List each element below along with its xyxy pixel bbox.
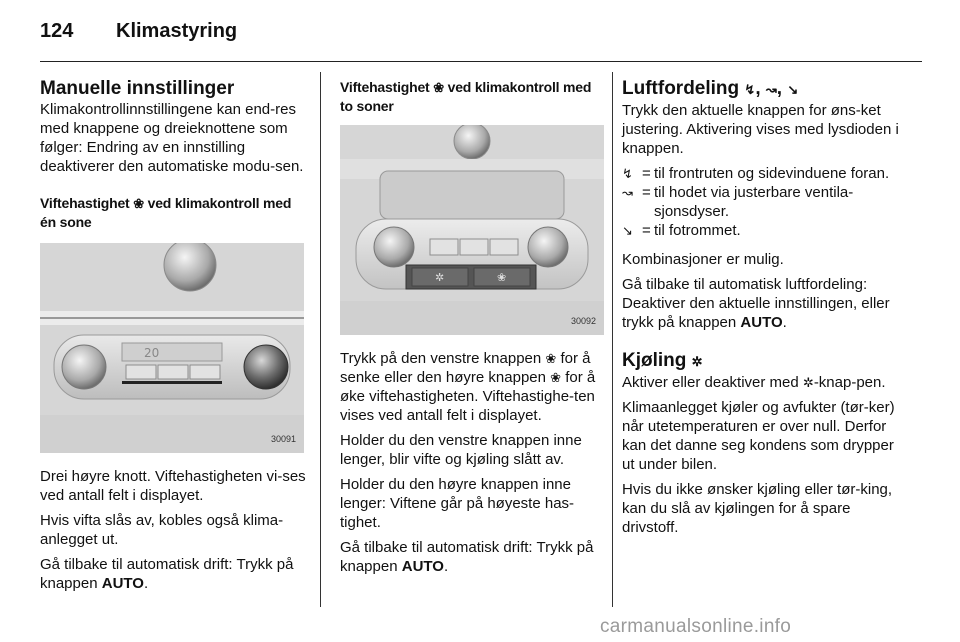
list-item: ↘ = til fotrommet. xyxy=(622,222,741,239)
return-auto-distribution: Gå tilbake til automatisk luftfordeling: Deaktiver den aktuelle innstillingen, eller trykk på knappen AUTO. xyxy=(622,276,890,331)
svg-text:❀: ❀ xyxy=(497,271,507,284)
fan-icon: ❀ xyxy=(433,80,444,95)
list-item: ↯ = til frontruten og sidevinduene foran. xyxy=(622,165,890,182)
fan-speed-single-zone-heading: Viftehastighet ❀ ved klimakontroll med én sone xyxy=(40,195,292,230)
svg-text:✲: ✲ xyxy=(435,271,445,284)
return-auto-text: Gå tilbake til automatisk drift: Trykk på knappen AUTO. xyxy=(340,539,594,575)
foot-airflow-icon: ↘ xyxy=(787,82,799,97)
column-air-distribution xyxy=(622,78,904,543)
return-auto-text: Gå tilbake til automatisk drift: Trykk på knappen AUTO. xyxy=(40,556,294,592)
combinations-note: Kombinasjoner er mulig. xyxy=(622,251,784,268)
auto-button-label: AUTO xyxy=(101,575,144,592)
head-airflow-icon: ↝ xyxy=(622,185,633,200)
fan-speed-dual-zone-heading: Viftehastighet ❀ ved klimakontroll med to soner xyxy=(340,79,592,114)
manual-intro: Klimakontrollinnstillingene kan end-res med knappene og dreieknottene som følger: Endring av en innstilling deaktiverer den automatiske modu-sen. xyxy=(40,101,304,175)
air-distribution-intro: Trykk den aktuelle knappen for øns-ket justering. Aktivering vises med lysdioden i knappen. xyxy=(622,102,899,157)
column-manual-settings xyxy=(40,78,308,599)
snowflake-icon: ✲ xyxy=(802,375,814,390)
photo-number: 30092 xyxy=(570,316,596,326)
auto-button-label: AUTO xyxy=(401,558,444,575)
hold-right-text: Holder du den høyre knappen inne lenger: Viftene går på høyeste has-tighet. xyxy=(340,476,575,531)
cooling-description: Klimaanlegget kjøler og avfukter (tør-ker) når utetemperaturen er over null. Derfor kan det danne seg kondens som drypper ut under bilen. xyxy=(622,399,895,473)
column-divider xyxy=(612,72,613,607)
head-airflow-icon: ↝ xyxy=(765,82,777,97)
windscreen-airflow-icon: ↯ xyxy=(744,82,756,97)
fan-speed-instruction: Drei høyre knott. Viftehastigheten vi-ses ved antall felt i displayet. xyxy=(40,468,306,504)
hold-left-text: Holder du den venstre knappen inne lenger, blir vifte og kjøling slått av. xyxy=(340,432,582,468)
windscreen-airflow-icon: ↯ xyxy=(622,166,633,181)
fan-icon: ❀ xyxy=(133,196,144,211)
snowflake-icon: ✲ xyxy=(691,354,703,369)
page-number: 124 xyxy=(40,20,74,42)
auto-button-label: AUTO xyxy=(740,314,783,331)
single-zone-control-photo xyxy=(40,243,304,453)
dual-zone-press-text: Trykk på den venstre knappen ❀ for å senke eller den høyre knappen ❀ for å øke viftehastigheten. Viftehastighe-ten vises ved antall felt i displayet. xyxy=(340,350,596,424)
dual-zone-control-photo xyxy=(340,125,604,335)
cooling-off-tip: Hvis du ikke ønsker kjøling eller tør-king, kan du slå av kjølingen for å spare drivstoff. xyxy=(622,481,893,536)
fan-off-note: Hvis vifta slås av, kobles også klima-anlegget ut. xyxy=(40,512,284,548)
header-divider xyxy=(40,61,922,62)
air-distribution-list xyxy=(622,164,904,240)
list-item: ↝ = til hodet via justerbare ventila-sjonsdyser. xyxy=(622,184,854,220)
cooling-heading: Kjøling ✲ xyxy=(622,350,703,371)
fan-icon: ❀ xyxy=(550,370,562,385)
column-dual-zone xyxy=(340,78,604,582)
watermark: carmanualsonline.info xyxy=(600,616,792,637)
page-header xyxy=(40,18,920,58)
cooling-toggle-text: Aktiver eller deaktiver med ✲-knap-pen. xyxy=(622,374,886,391)
column-divider xyxy=(320,72,321,607)
page-title: Klimastyring xyxy=(116,20,238,42)
fan-icon: ❀ xyxy=(545,351,557,366)
foot-airflow-icon: ↘ xyxy=(622,223,633,238)
section-heading-manual: Manuelle innstillinger xyxy=(40,78,235,99)
photo-number: 30091 xyxy=(270,434,296,444)
air-distribution-heading: Luftfordeling ↯, ↝, ↘ xyxy=(622,78,799,99)
svg-text:20: 20 xyxy=(144,346,160,360)
